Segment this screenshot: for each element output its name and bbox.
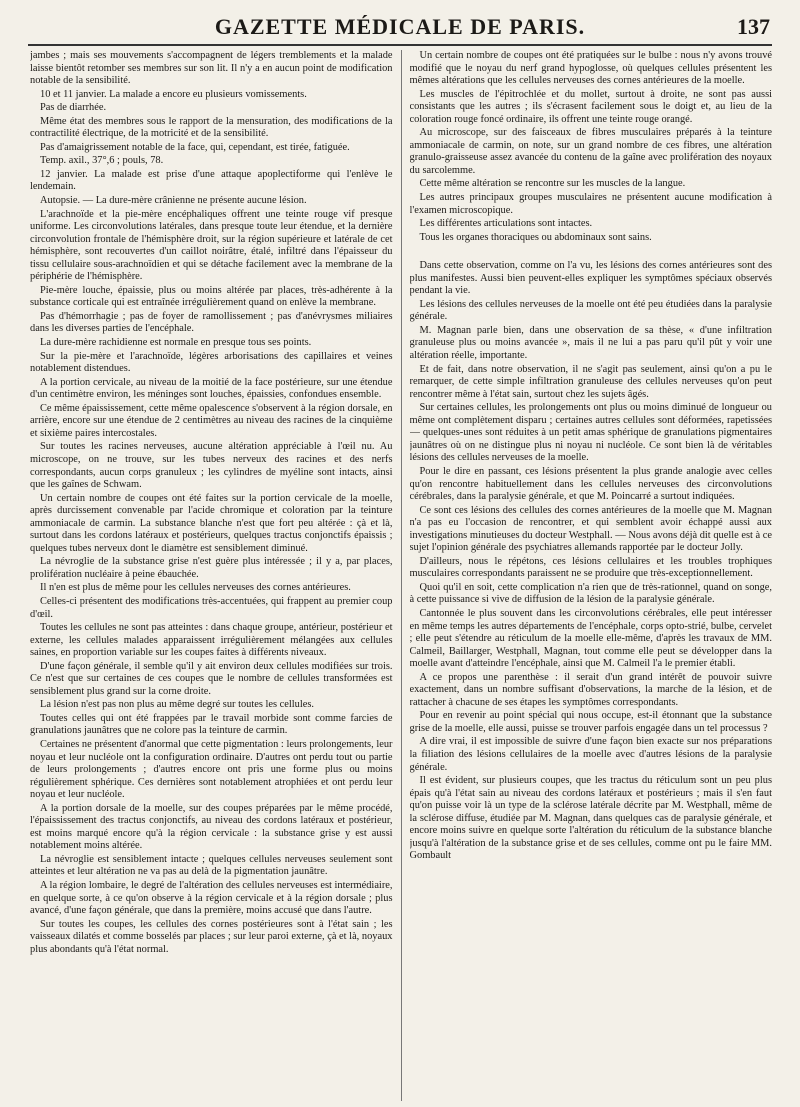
- paragraph: Dans cette observation, comme on l'a vu, les lésions des cornes antérieures sont des plus manifestes. Aussi bien peuvent-elles expliquer les symptômes spéciaux observés pendant la vie.: [409, 260, 772, 297]
- paragraph: A la région lombaire, le degré de l'altération des cellules nerveuses est intermédiaire, en quelque sorte, à ce qu'on observe à la région cervicale et à la région dorsale ; plus avancé, d'une façon générale, que dans la première, moins accusé que dans l'autre.: [30, 880, 393, 917]
- paragraph: Sur toutes les racines nerveuses, aucune altération appréciable à l'œil nu. Au microscope, on ne trouve, sur les tubes nerveux des racines et des nerfs correspondants, aucun corps granuleux ; les cylindres de myéline sont intacts, ainsi que les gaînes de Schwam.: [30, 441, 393, 491]
- left-column: [30, 50, 402, 1101]
- paragraph: Cantonnée le plus souvent dans les circonvolutions cérébrales, elle peut intéresser en même temps les autres départements de l'encéphale, corps opto-strié, bulbe, cervelet ; elle peut s'étendre au réticulum de la moelle elle-même, d'après les travaux de MM. Calmeil, Baillarger, Westphall, Magnan, tout comme elle peut se développer dans la moelle avant d'atteindre l'encéphale, ainsi que M. Calmeil l'a le premier établi.: [409, 607, 772, 670]
- paragraph: Les muscles de l'épitrochlée et du mollet, surtout à droite, ne sont pas aussi consistants que les autres ; ils s'écrasent facilement sous le doigt et, au lieu de la coloration rouge foncé ordinaire, ils offrent une teinte rouge orangé.: [409, 88, 772, 125]
- page-number: 137: [737, 14, 770, 39]
- paragraph: Pas d'amaigrissement notable de la face, qui, cependant, est tirée, fatiguée.: [40, 141, 350, 153]
- paragraph: Autopsie. — La dure-mère crânienne ne présente aucune lésion.: [40, 195, 307, 207]
- journal-title: GAZETTE MÉDICALE DE PARIS.: [214, 14, 586, 39]
- paragraph: jambes ; mais ses mouvements s'accompagnent de légers tremblements et la malade laisse bientôt retomber ses membres sur son lit. Il n'y a en aucun point de modification notable de la sensibilité.: [30, 50, 393, 87]
- right-column: [410, 50, 773, 1101]
- paragraph: Temp. axil., 37°,6 ; pouls, 78.: [40, 155, 164, 167]
- paragraph: Les lésions des cellules nerveuses de la moelle ont été peu étudiées dans la paralysie générale.: [409, 298, 772, 323]
- paragraph: La lésion n'est pas non plus au même degré sur toutes les cellules.: [40, 699, 314, 711]
- paragraph: Un certain nombre de coupes ont été faites sur la portion cervicale de la moelle, après durcissement convenable par l'acide chromique et coloration par la teinture ammoniacale de carmin. La substance blanche n'est que fort peu altérée : çà et là, surtout dans les cordons latéraux et postérieurs, quelques tractus conjonctifs épaissis ; quelques tubes nerveux dont le diamètre est sensiblement diminué.: [30, 492, 393, 554]
- paragraph: Pour en revenir au point spécial qui nous occupe, est-il étonnant que la substance grise de la moelle, elle aussi, puisse se trouver parfois engagée dans un tel processus ?: [409, 710, 772, 734]
- paragraph: Les différentes articulations sont intactes.: [419, 218, 593, 230]
- paragraph: A ce propos une parenthèse : il serait d'un grand intérêt de pouvoir suivre exactement, dans un nombre suffisant d'observations, la marche de la lésion, et de rattacher à chacune de ses étapes les symptômes correspondants.: [409, 671, 772, 708]
- paragraph: D'ailleurs, nous le répétons, ces lésions cellulaires et les troubles trophiques musculaires correspondants paraissent ne se produire que très-exceptionnellement.: [409, 555, 772, 580]
- paragraph: Celles-ci présentent des modifications très-accentuées, qui frappent au premier coup d'œil.: [30, 595, 393, 620]
- paragraph: A la portion dorsale de la moelle, sur des coupes préparées par le même procédé, l'épaississement des tractus conjonctifs, au niveau des cordons latéraux et postérieur, est moins marqué encore qu'à la région cervicale : la substance grise y est aussi notablement moins altérée.: [30, 802, 393, 852]
- paragraph: Pie-mère louche, épaissie, plus ou moins altérée par places, très-adhérente à la substance corticale qui est entraînée irrégulièrement quand on enlève la membrane.: [30, 284, 393, 309]
- paragraph: Au microscope, sur des faisceaux de fibres musculaires préparés à la teinture ammoniacale de carmin, on note, sur un grand nombre de ces fibres, une altération granulo-graisseuse assez avancée du contenu de la gaîne avec prolifération des noyaux du sarcolemme.: [409, 127, 772, 176]
- paragraph: 12 janvier. La malade est prise d'une attaque apoplectiforme qui l'enlève le lendemain.: [30, 168, 393, 193]
- paragraph: Toutes les cellules ne sont pas atteintes : dans chaque groupe, antérieur, postérieur et externe, les cellules malades apparaissent irrégulièrement mélangées aux cellules saines, en proportion variable sur les coupes faites à différents niveaux.: [30, 622, 393, 659]
- page-header: [28, 10, 772, 46]
- paragraph: Tous les organes thoraciques ou abdominaux sont sains.: [419, 231, 652, 243]
- paragraph: Quoi qu'il en soit, cette complication n'a rien que de très-rationnel, quand on songe, à cette puissance si vive de diffusion de la lésion de la paralysie générale.: [409, 581, 772, 606]
- paragraph: Pas d'hémorrhagie ; pas de foyer de ramollissement ; pas d'anévrysmes miliaires dans les diverses parties de l'encéphale.: [30, 310, 393, 335]
- paragraph: Ce même épaississement, cette même opalescence s'observent à la région dorsale, en arrière, encore sur une étendue de 2 centimètres au niveau des racines de la cinquième et sixième paires intercostales.: [30, 402, 393, 439]
- paragraph: L'arachnoïde et la pie-mère encéphaliques offrent une teinte rouge vif presque uniforme. Les circonvolutions latérales, dans presque toute leur étendue, et la dernière circonvolution frontale de l'hémisphère droit, sur la région supérieure et latérale de cet hémisphère, sont recouvertes d'un caillot noirâtre, étalé, infiltré dans l'épaisseur du tissu cellulaire sous-arachnoïdien et qui se détache facilement avec la membrane de la périphérie de l'hémisphère.: [30, 208, 393, 283]
- paragraph: Pas de diarrhée.: [40, 102, 107, 114]
- paragraph: Sur la pie-mère et l'arachnoïde, légères arborisations des capillaires et veines notablement distendues.: [30, 350, 393, 375]
- paragraph: A la portion cervicale, au niveau de la moitié de la face postérieure, sur une étendue d'un centimètre environ, les méninges sont louches, épaissies, confondues ensemble.: [30, 376, 393, 401]
- paragraph: Même état des membres sous le rapport de la mensuration, des modifications de la contractilité électrique, de la motricité et de la sensibilité.: [30, 115, 393, 140]
- paragraph: Sur toutes les coupes, les cellules des cornes postérieures sont à l'état sain ; les vaisseaux dilatés et comme bosselés par places ; sur leur paroi externe, çà et là, noyaux plus abondants qu'à l'état normal.: [30, 918, 393, 955]
- paragraph: Un certain nombre de coupes ont été pratiquées sur le bulbe : nous n'y avons trouvé modifié que le noyau du nerf grand hypoglosse, où quelques cellules présentent les mêmes altérations que les cellules nerveuses des cornes antérieures de la moelle.: [409, 50, 772, 87]
- paragraph: D'une façon générale, il semble qu'il y ait environ deux cellules modifiées sur trois. Ce n'est que sur certaines de ces coupes que le nombre de cellules transformées est sensiblement plus grand sur la corne droite.: [30, 660, 393, 697]
- paragraph: M. Magnan parle bien, dans une observation de sa thèse, « d'une infiltration granuleuse plus ou moins avancée », mais il ne lui a pas paru qu'il pût y voir une altération réelle, importante.: [409, 324, 772, 362]
- paragraph: Pour le dire en passant, ces lésions présentent la plus grande analogie avec celles qu'on rencontre habituellement dans les cellules nerveuses des circonvolutions cérébrales, dans la paralysie générale, et que M. Poincarré a surtout indiquées.: [409, 465, 772, 503]
- paragraph: La dure-mère rachidienne est normale en presque tous ses points.: [40, 337, 312, 349]
- paragraph: Il est évident, sur plusieurs coupes, que les tractus du réticulum sont un peu plus épais qu'à l'état sain au niveau des cordons latéraux et postérieurs ; mais il s'en faut qu'on puisse voir là un type de la sclérose latérale décrite par M. Westphall, même de la sclérose diffuse, étudiée par M. Magnan, dans quelques cas de paralysie générale, et encore moins suivre en quelque sorte l'altération du réticulum de la substance blanche jusqu'à l'altération de la substance grise et de ses cellules, comme ont pu le faire MM. Gombault: [409, 775, 772, 862]
- paragraph: Il n'en est plus de même pour les cellules nerveuses des cornes antérieures.: [40, 582, 351, 594]
- paragraph: Les autres principaux groupes musculaires ne présentent aucune modification à l'examen microscopique.: [409, 192, 772, 216]
- paragraph: Certaines ne présentent d'anormal que cette pigmentation : leurs prolongements, leur noyau et leur nucléole ont la configuration ordinaire. D'autres ont perdu tout ou partie de leurs prolongements ; d'autres encore ont pris une forme plus ou moins régulièrement sphérique. Ces dernières sont notablement atrophiées et ont perdu leur noyau et leur nucléole.: [30, 738, 393, 801]
- paragraph: Toutes celles qui ont été frappées par le travail morbide sont comme farcies de granulations jaunâtres que ne colore pas la teinture de carmin.: [30, 712, 393, 737]
- paragraph: Ce sont ces lésions des cellules des cornes antérieures de la moelle que M. Magnan n'a pas eu l'occasion de rencontrer, et qui semblent avoir échappé aussi aux investigations minutieuses du docteur Westphall. — Nous avons déjà dit quelle est à ce sujet l'opinion générale des psychiatres allemands rapportée par le docteur Jolly.: [409, 504, 772, 554]
- paragraph: La névroglie de la substance grise n'est guère plus intéressée ; il y a, par places, prolifération nucléaire à peine ébauchée.: [30, 556, 393, 580]
- paragraph: La névroglie est sensiblement intacte ; quelques cellules nerveuses seulement sont atteintes et leur altération ne va pas au delà de la pigmentation jaunâtre.: [30, 853, 393, 878]
- text-columns: [30, 50, 772, 1101]
- paragraph: 10 et 11 janvier. La malade a encore eu plusieurs vomissements.: [40, 88, 307, 100]
- paragraph: Cette même altération se rencontre sur les muscles de la langue.: [419, 178, 686, 190]
- paragraph: Et de fait, dans notre observation, il ne s'agit pas seulement, ainsi qu'on a pu le remarquer, de cette simple infiltration granuleuse des cellules nerveuses qu'on peut rencontrer même à l'état sain, surtout chez les sujets âgés.: [409, 363, 772, 400]
- paragraph: A dire vrai, il est impossible de suivre d'une façon bien exacte sur nos préparations la filiation des lésions cellulaires de la moelle avec d'autres lésions de la paralysie générale.: [409, 736, 772, 773]
- paragraph: Sur certaines cellules, les prolongements ont plus ou moins diminué de longueur ou même ont complètement disparu ; certaines autres cellules sont déformées, rapetissées — quelques-unes sont réduites à un petit amas sphérique de granulations pigmentaires jaunâtres où on ne distingue plus ni noyau ni nucléole. Ce sont bien là de véritables lésions des cellules nerveuses de la moelle.: [409, 402, 772, 464]
